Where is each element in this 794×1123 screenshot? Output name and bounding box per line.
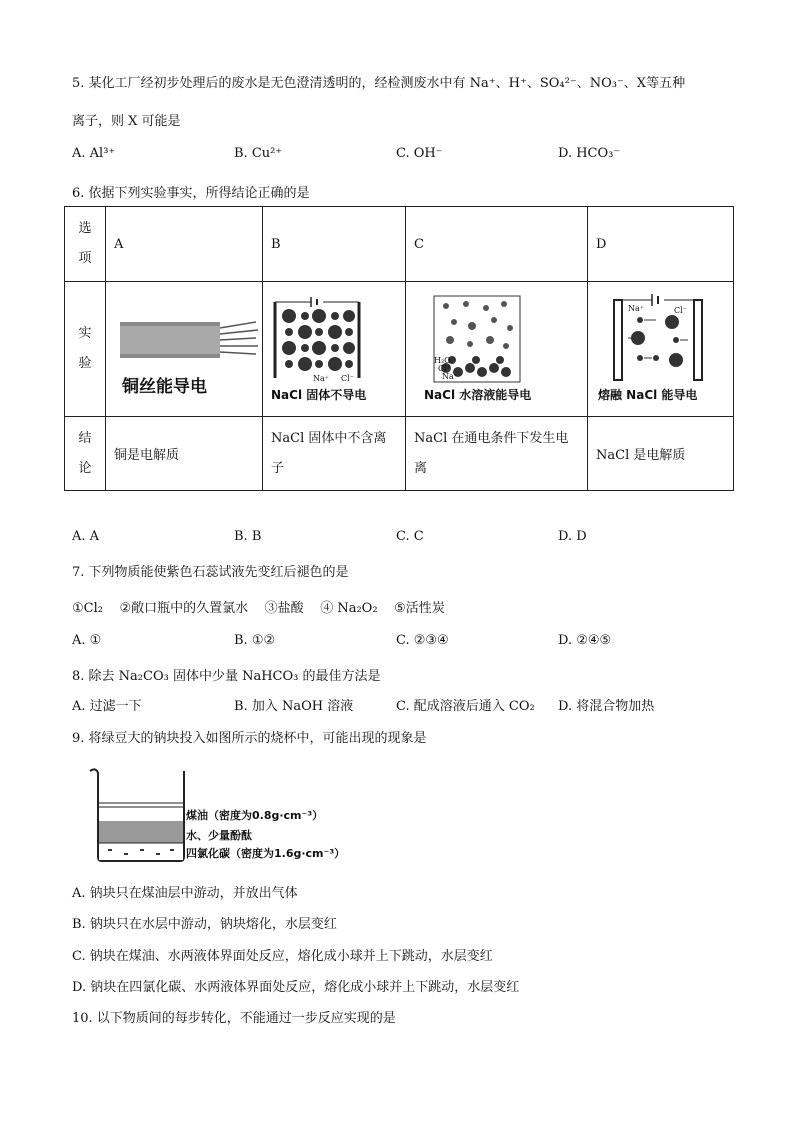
q6-option-a[interactable]: A. A [72, 529, 100, 544]
q6-header-conclusion: 结 论 [65, 417, 106, 491]
q6-table [64, 206, 734, 491]
q6-options [72, 529, 732, 547]
q10-stem: 10. 以下物质间的每步转化，不能通过一步反应实现的是 [72, 1011, 396, 1026]
beaker-image [88, 765, 198, 865]
q6-conclusion-a: 铜是电解质 [106, 417, 263, 491]
q6-col-b: B [263, 207, 406, 282]
q6-col-c: C [406, 207, 588, 282]
label-na-b: Na⁺ [313, 374, 329, 383]
q7-option-b[interactable]: B. ①② [234, 633, 276, 648]
molten-nacl-caption: 熔融 NaCl 能导电 [598, 388, 698, 402]
q7-option-d[interactable]: D. ②④⑤ [558, 633, 612, 648]
q6-conclusion-b: NaCl 固体中不含离 子 [263, 417, 406, 491]
q5-option-a[interactable]: A. Al³⁺ [72, 146, 116, 161]
q6-exp-c [406, 282, 588, 417]
q8-option-d[interactable]: D. 将混合物加热 [558, 699, 655, 714]
q6-option-b[interactable]: B. B [234, 529, 262, 544]
nacl-solution-caption: NaCl 水溶液能导电 [424, 388, 532, 402]
q5-options [72, 146, 732, 164]
q7-items: ①Cl₂ ②敞口瓶中的久置氯水 ③盐酸 ④ Na₂O₂ ⑤活性炭 [72, 601, 445, 616]
q7-stem: 7. 下列物质能使紫色石蕊试液先变红后褪色的是 [72, 565, 349, 580]
q6-exp-b [263, 282, 406, 417]
q5-option-c[interactable]: C. OH⁻ [396, 146, 443, 161]
label-na-d: Na⁺ [628, 304, 644, 313]
beaker-label-kerosene: 煤油（密度为0.8g·cm⁻³） [186, 809, 324, 822]
q5-stem-line2: 离子，则 X 可能是 [72, 114, 181, 129]
nacl-solid-caption: NaCl 固体不导电 [271, 388, 367, 402]
q6-exp-a [106, 282, 263, 417]
q9-option-a[interactable]: A. 钠块只在煤油层中游动，并放出气体 [72, 886, 298, 901]
q9-option-b[interactable]: B. 钠块只在水层中游动，钠块熔化，水层变红 [72, 917, 337, 932]
q6-option-c[interactable]: C. C [396, 529, 424, 544]
q8-stem: 8. 除去 Na₂CO₃ 固体中少量 NaHCO₃ 的最佳方法是 [72, 669, 381, 684]
q6-conclusion-d: NaCl 是电解质 [588, 417, 734, 491]
q7-options [72, 633, 732, 651]
q5-option-b[interactable]: B. Cu²⁺ [234, 146, 283, 161]
q6-col-a: A [106, 207, 263, 282]
q6-exp-d [588, 282, 734, 417]
beaker-label-ccl4: 四氯化碳（密度为1.6g·cm⁻³） [186, 847, 346, 860]
q6-header-experiment: 实 验 [65, 282, 106, 417]
q6-col-d: D [588, 207, 734, 282]
q6-conclusion-c: NaCl 在通电条件下发生电 离 [406, 417, 588, 491]
q5-option-d[interactable]: D. HCO₃⁻ [558, 146, 621, 161]
q7-option-a[interactable]: A. ① [72, 633, 102, 648]
copper-caption: 铜丝能导电 [122, 377, 207, 397]
q9-option-d[interactable]: D. 钠块在四氯化碳、水两液体界面处反应，熔化成小球并上下跳动，水层变红 [72, 980, 520, 995]
label-cl-b: Cl⁻ [341, 374, 354, 383]
q6-option-d[interactable]: D. D [558, 529, 587, 544]
q5-stem-line1: 5. 某化工厂经初步处理后的废水是无色澄清透明的，经检测废水中有 Na⁺、H⁺、SO₄²⁻、NO₃⁻、X等五种 [72, 76, 686, 91]
label-cl-d: Cl⁻ [674, 306, 687, 315]
label-h2o-c: H₂O [434, 356, 451, 365]
label-cl-c: Cl⁻ [438, 364, 451, 373]
q6-header-option: 选 项 [65, 207, 106, 282]
q8-options [72, 695, 732, 713]
q8-option-c[interactable]: C. 配成溶液后通入 CO₂ [396, 699, 535, 714]
beaker-figure [88, 765, 388, 865]
label-na-c: Na⁺ [442, 372, 458, 381]
q7-option-c[interactable]: C. ②③④ [396, 633, 449, 648]
q8-option-a[interactable]: A. 过滤一下 [72, 699, 142, 714]
q9-option-c[interactable]: C. 钠块在煤油、水两液体界面处反应，熔化成小球并上下跳动，水层变红 [72, 949, 493, 964]
q9-stem: 9. 将绿豆大的钠块投入如图所示的烧杯中，可能出现的现象是 [72, 731, 427, 746]
q8-option-b[interactable]: B. 加入 NaOH 溶液 [234, 699, 354, 714]
q6-stem: 6. 依据下列实验事实，所得结论正确的是 [72, 186, 310, 201]
beaker-label-water: 水、少量酚酞 [186, 829, 252, 842]
